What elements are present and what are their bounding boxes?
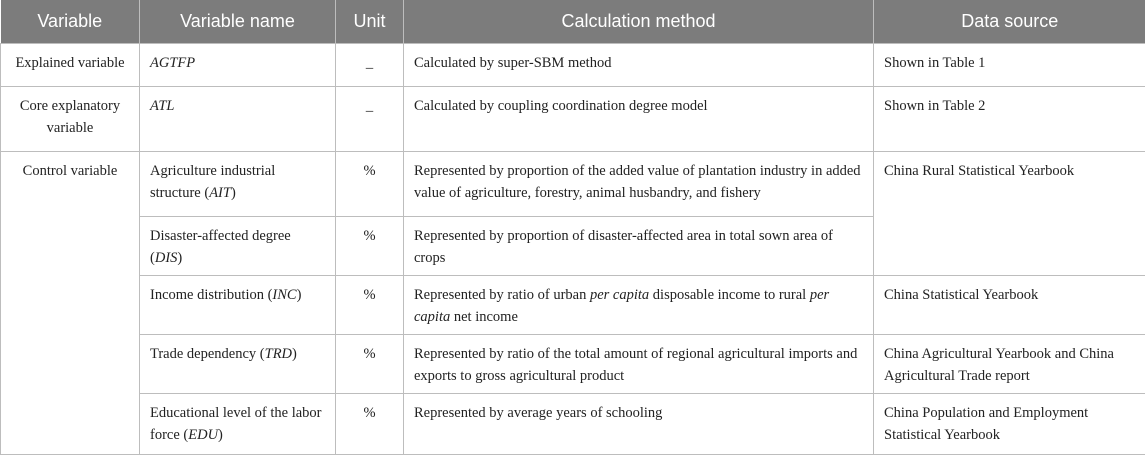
cell-variable: Explained variable <box>1 44 140 87</box>
cell-source: China Rural Statistical Yearbook <box>874 152 1145 276</box>
cell-source: China Agricultural Yearbook and China Agricultural Trade report <box>874 335 1145 394</box>
cell-unit: % <box>336 276 404 335</box>
abbr: ATL <box>150 98 174 114</box>
table-header-row <box>1 0 1145 44</box>
cell-variable-name <box>140 152 336 217</box>
method-text: net income <box>450 309 518 325</box>
cell-variable-name <box>140 44 336 87</box>
cell-method <box>404 276 874 335</box>
abbr: DIS <box>155 250 178 266</box>
cell-variable-name <box>140 335 336 394</box>
header-unit: Unit <box>336 0 404 44</box>
method-text: Represented by ratio of urban <box>414 287 590 303</box>
header-data-source: Data source <box>874 0 1145 44</box>
cell-source: Shown in Table 1 <box>874 44 1145 87</box>
header-variable: Variable <box>1 0 140 44</box>
header-calculation-method: Calculation method <box>404 0 874 44</box>
name-text: ) <box>231 185 236 201</box>
method-italic: per capita <box>414 287 829 325</box>
table-row <box>1 87 1145 152</box>
cell-method: Calculated by super-SBM method <box>404 44 874 87</box>
name-text: Disaster-affected degree ( <box>150 228 291 266</box>
name-text: ) <box>218 427 223 443</box>
table-row <box>1 276 1145 335</box>
table-row <box>1 152 1145 217</box>
cell-method: Represented by average years of schooling <box>404 394 874 455</box>
cell-variable-control: Control variable <box>1 152 140 455</box>
abbr: AGTFP <box>150 55 195 71</box>
name-text: Trade dependency ( <box>150 346 265 362</box>
method-text: disposable income to rural <box>649 287 810 303</box>
cell-unit: _ <box>336 44 404 87</box>
name-text: ) <box>292 346 297 362</box>
cell-source: China Population and Employment Statistical Yearbook <box>874 394 1145 455</box>
cell-variable: Core explanatory variable <box>1 87 140 152</box>
cell-variable-name <box>140 394 336 455</box>
abbr: INC <box>272 287 296 303</box>
cell-source: China Statistical Yearbook <box>874 276 1145 335</box>
name-text: Educational level of the labor force ( <box>150 405 322 443</box>
table-row <box>1 394 1145 455</box>
cell-unit: % <box>336 217 404 276</box>
cell-unit: % <box>336 335 404 394</box>
name-text: Income distribution ( <box>150 287 272 303</box>
cell-variable-name <box>140 276 336 335</box>
abbr: TRD <box>265 346 292 362</box>
method-italic: per capita <box>590 287 649 303</box>
name-text: ) <box>177 250 182 266</box>
cell-variable-name <box>140 217 336 276</box>
cell-unit: _ <box>336 87 404 152</box>
header-variable-name: Variable name <box>140 0 336 44</box>
name-text: Agriculture industrial structure ( <box>150 163 275 201</box>
cell-variable-name <box>140 87 336 152</box>
cell-method: Represented by proportion of disaster-affected area in total sown area of crops <box>404 217 874 276</box>
cell-method: Calculated by coupling coordination degree model <box>404 87 874 152</box>
cell-unit: % <box>336 152 404 217</box>
table-row <box>1 335 1145 394</box>
cell-method: Represented by ratio of the total amount of regional agricultural imports and exports to gross agricultural product <box>404 335 874 394</box>
cell-source: Shown in Table 2 <box>874 87 1145 152</box>
abbr: AIT <box>209 185 231 201</box>
cell-method: Represented by proportion of the added value of plantation industry in added value of agriculture, forestry, animal husbandry, and fishery <box>404 152 874 217</box>
abbr: EDU <box>188 427 218 443</box>
table-row <box>1 44 1145 87</box>
name-text: ) <box>297 287 302 303</box>
cell-unit: % <box>336 394 404 455</box>
